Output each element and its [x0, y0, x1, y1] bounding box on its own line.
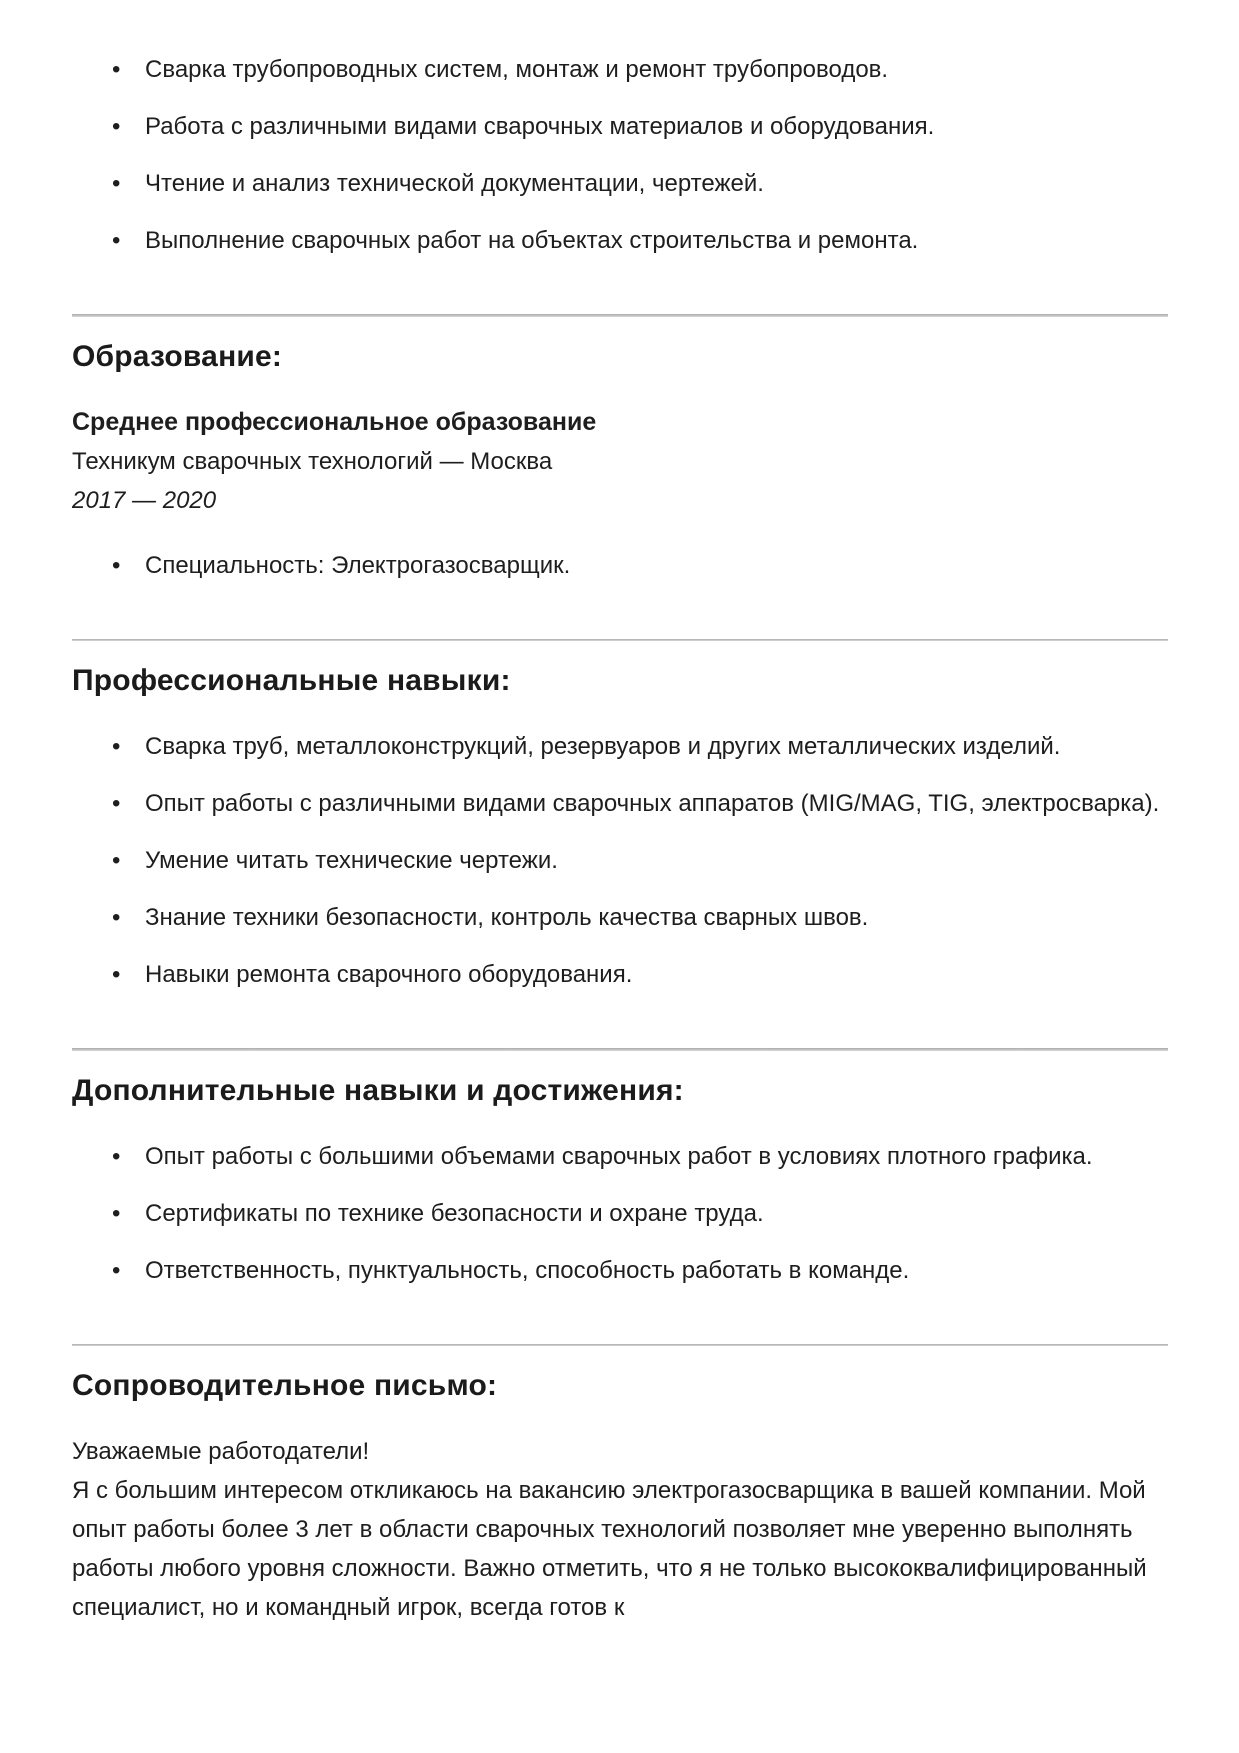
education-degree: Среднее профессиональное образование	[72, 407, 597, 436]
resume-document	[72, 50, 1168, 1627]
education-list	[72, 546, 1168, 585]
list-item: • Умение читать технические чертежи.	[72, 841, 1168, 880]
cover-letter-heading: Сопроводительное письмо:	[72, 1369, 498, 1402]
list-item: • Знание техники безопасности, контроль качества сварных швов.	[72, 898, 1168, 937]
cover-letter	[72, 1432, 1168, 1627]
list-item: • Чтение и анализ технической документации, чертежей.	[72, 164, 1168, 203]
list-item: • Работа с различными видами сварочных материалов и оборудования.	[72, 107, 1168, 146]
list-item: • Опыт работы с различными видами сварочных аппаратов (MIG/MAG, TIG, электросварка).	[72, 784, 1168, 823]
list-item: • Ответственность, пунктуальность, способность работать в команде.	[72, 1251, 1168, 1290]
additional-skills-heading: Дополнительные навыки и достижения:	[72, 1073, 684, 1107]
additional-skills-list	[72, 1137, 1168, 1290]
skills-list	[72, 727, 1168, 994]
letter-salutation: Уважаемые работодатели!	[72, 1438, 370, 1465]
section-divider	[72, 314, 1168, 317]
list-item: • Сварка трубопроводных систем, монтаж и ремонт трубопроводов.	[72, 50, 1168, 89]
list-item: • Опыт работы с большими объемами сварочных работ в условиях плотного графика.	[72, 1137, 1168, 1176]
list-item: • Навыки ремонта сварочного оборудования.	[72, 955, 1168, 994]
section-divider	[72, 639, 1168, 642]
list-item: • Сертификаты по технике безопасности и охране труда.	[72, 1194, 1168, 1233]
list-item: • Выполнение сварочных работ на объектах строительства и ремонта.	[72, 221, 1168, 260]
section-divider	[72, 1048, 1168, 1051]
education-institution: Техникум сварочных технологий — Москва	[72, 447, 553, 475]
section-divider	[72, 1344, 1168, 1347]
letter-body: Я с большим интересом откликаюсь на вакансию электрогазосварщика в вашей компании. Мой опыт работы более 3 лет в области сварочных технологий позволяет мне уверенно выполнять работы любого уровня сложности. Важно отметить, что я не только высококвалифицированный специалист, но и командный игрок, всегда готов к	[72, 1477, 1147, 1621]
education-years: 2017 — 2020	[72, 486, 217, 514]
duties-list	[72, 50, 1168, 260]
list-item: • Сварка труб, металлоконструкций, резервуаров и других металлических изделий.	[72, 727, 1168, 766]
education-heading: Образование:	[72, 339, 283, 373]
skills-heading: Профессиональные навыки:	[72, 664, 511, 697]
list-item: • Специальность: Электрогазосварщик.	[72, 546, 1168, 585]
